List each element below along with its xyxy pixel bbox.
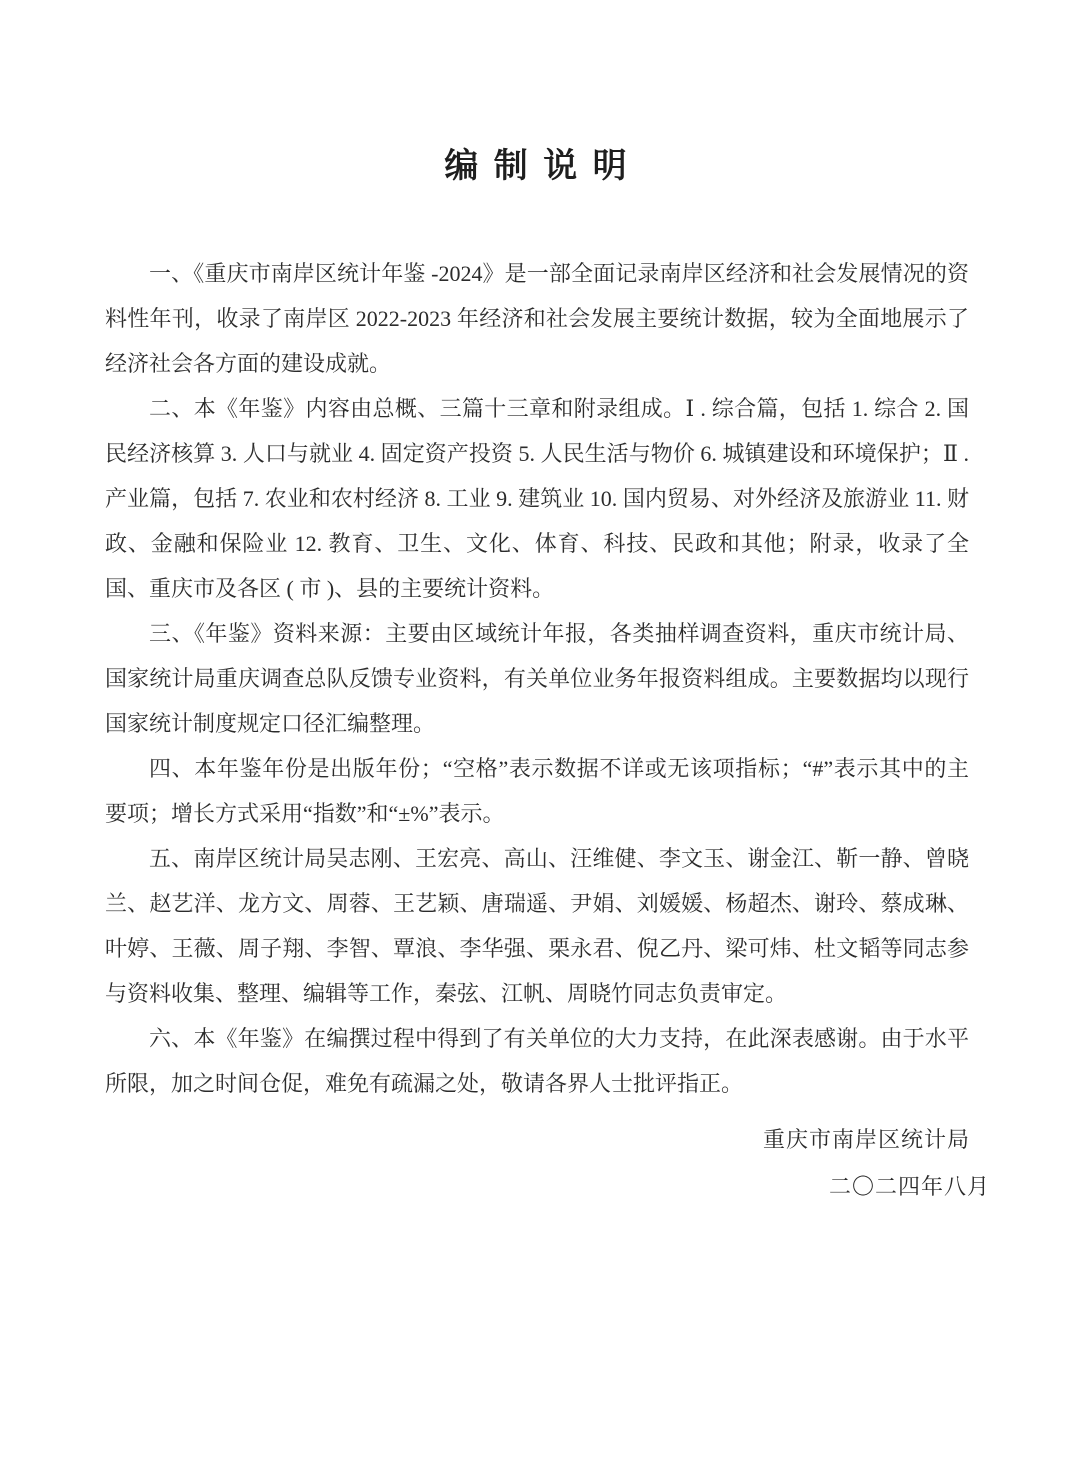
signature-block [763, 1116, 990, 1210]
paragraph-6: 六、本《年鉴》在编撰过程中得到了有关单位的大力支持，在此深表感谢。由于水平所限，加之时间仓促，难免有疏漏之处，敬请各界人士批评指正。 [105, 1026, 969, 1096]
signature-date: 二〇二四年八月 [828, 1174, 990, 1199]
paragraph-3: 三、《年鉴》资料来源：主要由区域统计年报，各类抽样调查资料，重庆市统计局、国家统计局重庆调查总队反馈专业资料，有关单位业务年报资料组成。主要数据均以现行国家统计制度规定口径汇编整理。 [105, 621, 969, 736]
paragraph-4: 四、本年鉴年份是出版年份；“空格”表示数据不详或无该项指标；“#”表示其中的主要项；增长方式采用“指数”和“±%”表示。 [105, 756, 969, 826]
page-title: 编 制 说 明 [444, 147, 630, 185]
paragraph-5: 五、南岸区统计局吴志刚、王宏亮、高山、汪维健、李文玉、谢金江、靳一静、曾晓兰、赵艺洋、龙方文、周蓉、王艺颖、唐瑞遥、尹娟、刘媛媛、杨超杰、谢玲、蔡成琳、叶婷、王薇、周子翔、李智、覃浪、李华强、栗永君、倪乙丹、梁可炜、杜文韬等同志参与资料收集、整理、编辑等工作，秦弦、江帆、周晓竹同志负责审定。 [105, 846, 969, 1006]
paragraph-2: 二、本《年鉴》内容由总概、三篇十三章和附录组成。Ⅰ . 综合篇，包括 1. 综合 2. 国民经济核算 3. 人口与就业 4. 固定资产投资 5. 人民生活与物价 6. 城镇建设和环境保护；Ⅱ . 产业篇，包括 7. 农业和农村经济 8. 工业 9. 建筑业 10. 国内贸易、对外经济及旅游业 11. 财政、金融和保险业 12. 教育、卫生、文化、体育、科技、民政和其他；附录，收录了全国、重庆市及各区 ( 市 )、县的主要统计资料。 [105, 396, 969, 601]
paragraph-1: 一、《重庆市南岸区统计年鉴 -2024》是一部全面记录南岸区经济和社会发展情况的资料性年刊，收录了南岸区 2022-2023 年经济和社会发展主要统计数据，较为全面地展示了经济社会各方面的建设成就。 [105, 261, 969, 376]
document-body [105, 251, 969, 1106]
signature-organization: 重庆市南岸区统计局 [762, 1127, 970, 1152]
